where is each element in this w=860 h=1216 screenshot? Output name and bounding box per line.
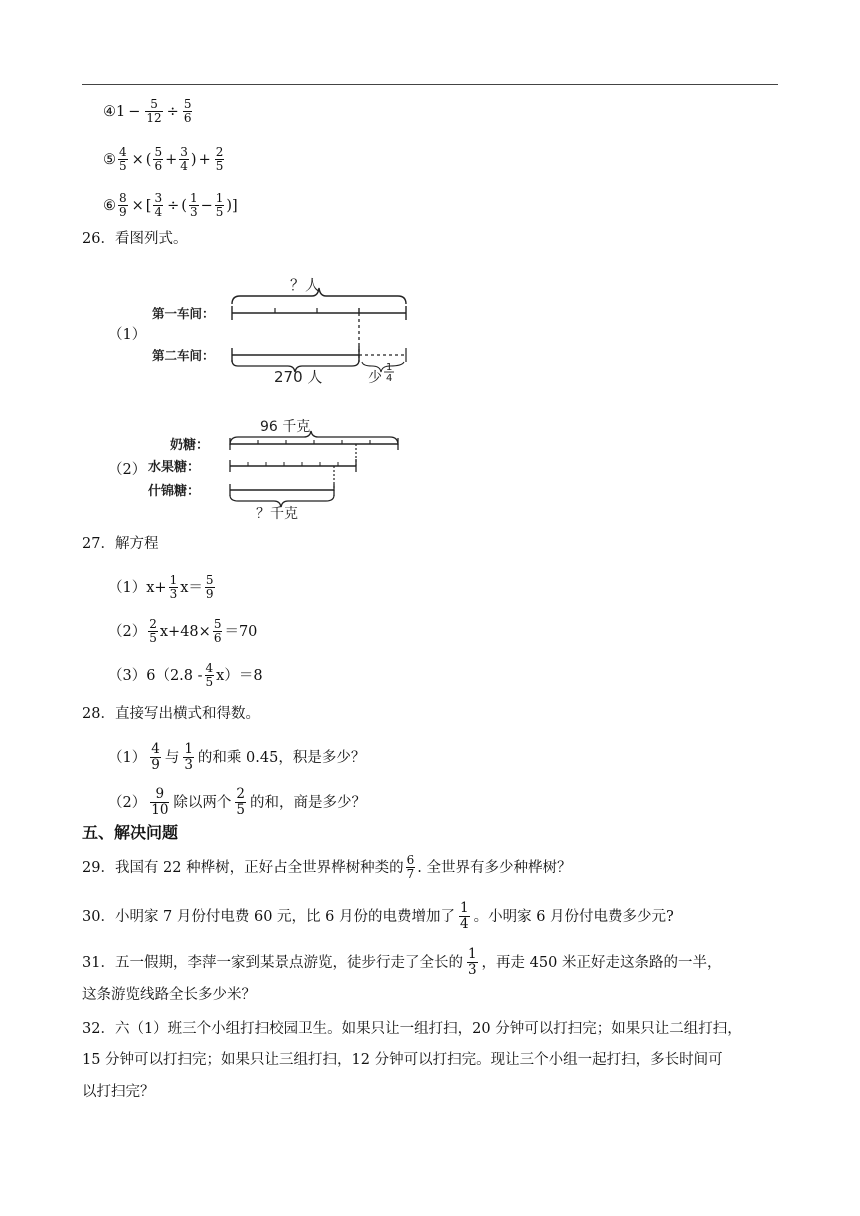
q28-title: 28．直接写出横式和得数。: [82, 706, 260, 722]
operator: +: [165, 151, 178, 168]
known-label: 270 人: [274, 368, 323, 386]
q26-title: 26．看图列式。: [82, 231, 188, 247]
header-rule: [82, 84, 778, 85]
fraction: $\frac{1}{3}$: [169, 573, 178, 601]
fraction: $\frac{5}{9}$: [205, 573, 214, 601]
bracket: [: [145, 197, 152, 214]
q30: [82, 901, 674, 932]
item-marker: ④: [103, 103, 116, 120]
operator: ÷: [166, 103, 179, 120]
q25-item5: [103, 146, 226, 173]
fraction: $\frac{5}{12}$: [146, 97, 162, 125]
unknown-label: ？千克: [256, 506, 298, 522]
part-label: （2）: [108, 794, 147, 811]
row1-label: 第一车间：: [152, 306, 215, 321]
operator: −: [128, 103, 141, 120]
fraction: $\frac{4}{5}$: [119, 145, 127, 173]
eq-text: x+48×: [159, 623, 211, 640]
fraction: $\frac{5}{6}$: [154, 145, 163, 173]
fraction: $\frac{1}{5}$: [215, 191, 224, 219]
part-text: 与: [164, 749, 180, 766]
q28-part1: [108, 742, 365, 773]
operator: ×: [131, 197, 144, 214]
question-text: . 全世界有多少种桦树？: [417, 859, 572, 876]
fraction: $\frac{4}{9}$: [151, 741, 160, 773]
q26-diagram-1: [140, 268, 420, 386]
part-label: （1）: [108, 749, 147, 766]
q31-line1: [82, 947, 721, 978]
item-marker: ⑤: [103, 151, 116, 168]
paren: (: [145, 151, 152, 168]
fraction: $\frac{2}{5}$: [236, 786, 246, 818]
fraction: $\frac{1}{4}$: [460, 900, 469, 932]
eq-text: ＝70: [224, 623, 258, 640]
expr-text: 1: [116, 103, 126, 120]
q26-part2-label: （2）: [108, 462, 147, 478]
q31-line2: 这条游览线路全长多少米？: [82, 987, 256, 1003]
fraction: $\frac{2}{5}$: [215, 145, 224, 173]
less-word: 少: [368, 370, 382, 386]
eq-label: （3）: [108, 667, 147, 684]
fraction: $\frac{4}{5}$: [205, 661, 214, 689]
part-text: 的和乘 0.45，积是多少？: [197, 749, 366, 766]
fraction: $\frac{1}{3}$: [467, 946, 477, 978]
q28-part2: [108, 787, 366, 818]
question-text: 29．我国有 22 种桦树，正好占全世界桦树种类的: [82, 859, 404, 876]
q32-line3: 以打扫完？: [82, 1084, 155, 1100]
eq-text: 6（2.8 -: [146, 667, 203, 684]
operator: ×: [131, 151, 144, 168]
fraction: $\frac{1}{3}$: [189, 191, 198, 219]
part-text: 除以两个: [173, 794, 232, 811]
row2-label: 水果糖：: [148, 460, 201, 475]
bracket: )]: [226, 197, 238, 214]
fraction: $\frac{6}{7}$: [406, 853, 415, 881]
q27-eq2: [108, 618, 257, 645]
fraction: $\frac{3}{4}$: [180, 145, 188, 173]
less-denominator: 4: [386, 373, 393, 384]
eq-text: x＝: [180, 579, 203, 596]
q26-diagram-2: [140, 415, 420, 521]
total-label: ？人: [290, 276, 321, 294]
operator: −: [200, 197, 213, 214]
q29: [82, 854, 571, 881]
row3-label: 什锦糖：: [148, 484, 201, 499]
fraction: $\frac{8}{9}$: [119, 191, 127, 219]
q26-part1-label: （1）: [108, 327, 147, 343]
paren: ): [190, 151, 197, 168]
part-text: 的和，商是多少？: [250, 794, 367, 811]
q25-item6: [103, 192, 238, 219]
fraction: $\frac{3}{4}$: [154, 191, 163, 219]
q27-eq3: [108, 662, 263, 689]
less-numerator: 1: [386, 362, 393, 373]
q27-eq1: [108, 574, 217, 601]
fraction: $\frac{9}{10}$: [151, 786, 169, 818]
operator: ÷: [167, 197, 180, 214]
question-text: ，再走 450 米正好走这条路的一半，: [481, 954, 722, 971]
q32-line2: 15 分钟可以打扫完；如果只让三组打扫，12 分钟可以打扫完。现让三个小组一起打扫，多长时间可: [82, 1052, 723, 1068]
q25-item4: [103, 98, 194, 125]
eq-text: x）＝8: [216, 667, 263, 684]
fraction: $\frac{2}{5}$: [149, 617, 157, 645]
eq-label: （2）: [108, 623, 147, 640]
item-marker: ⑥: [103, 197, 116, 214]
eq-text: x+: [146, 579, 167, 596]
question-text: 30．小明家 7 月份付电费 60 元，比 6 月份的电费增加了: [82, 908, 456, 925]
fraction: $\frac{5}{6}$: [213, 617, 222, 645]
row1-label: 奶糖：: [170, 438, 210, 453]
operator: +: [198, 151, 211, 168]
top-total-label: 96 千克: [260, 419, 311, 435]
eq-label: （1）: [108, 579, 147, 596]
section-heading: 五、解决问题: [82, 823, 179, 842]
question-text: 31．五一假期，李萍一家到某景点游览，徒步行走了全长的: [82, 954, 463, 971]
q32-line1: 32．六（1）班三个小组打扫校园卫生。如果只让一组打扫，20 分钟可以打扫完；如果只让二组打扫，: [82, 1021, 742, 1037]
row2-label: 第二车间：: [152, 348, 215, 363]
paren: (: [181, 197, 187, 214]
question-text: 。小明家 6 月份付电费多少元?: [473, 908, 674, 925]
q27-title: 27．解方程: [82, 536, 159, 552]
fraction: $\frac{5}{6}$: [183, 97, 192, 125]
fraction: $\frac{1}{3}$: [184, 741, 193, 773]
